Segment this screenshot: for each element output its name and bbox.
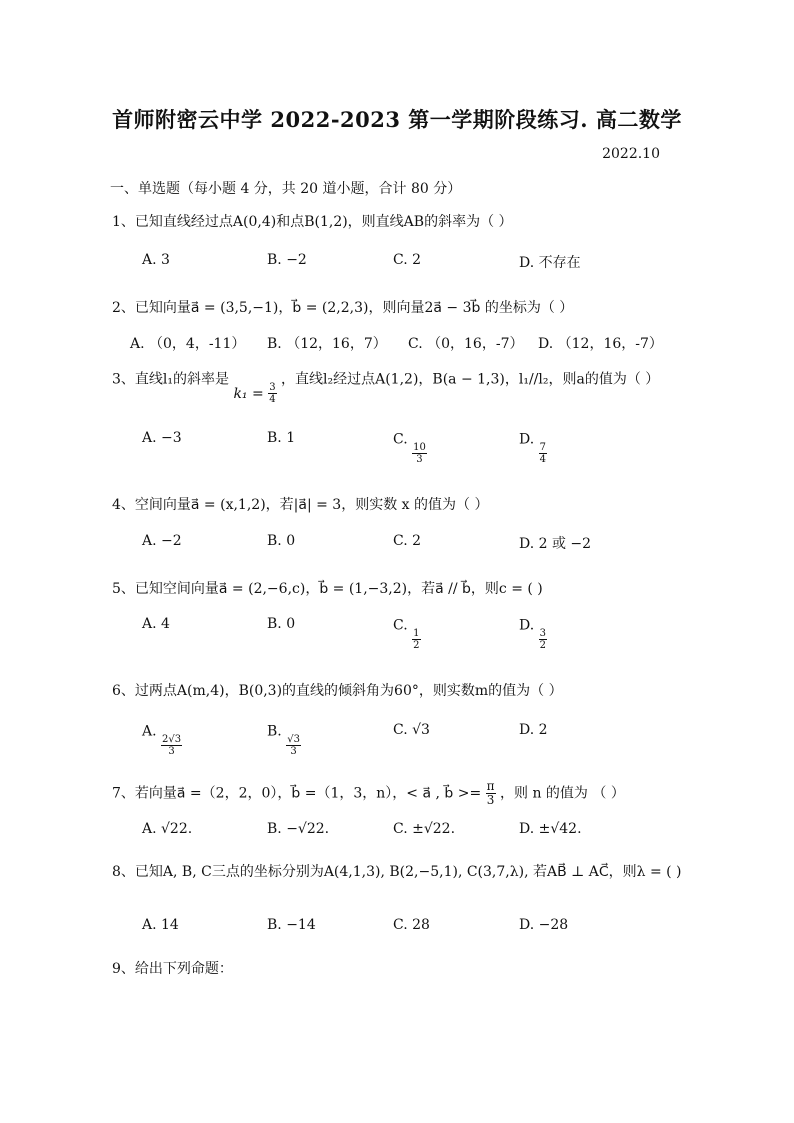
question-3-stem-part-b: ，直线l₂经过点A(1,2)，B(a − 1,3)，l₁//l₂，则a的值为（ ）: [281, 371, 660, 388]
question-3-option-d: D. $\frac{7}{4}$: [519, 431, 547, 465]
question-3-option-c-fraction: $\frac{10}{3}$: [413, 442, 426, 465]
question-8-stem: 8、已知A, B, C三点的坐标分别为A(4,1,3), B(2,−5,1), C(3,7,λ), 若AB⃗ ⊥ AC⃗，则λ = ( ): [112, 864, 682, 880]
question-4-option-d: D. 2 或 −2: [519, 536, 592, 552]
question-5-stem: 5、已知空间向量a⃗ = (2,−6,c)，b⃗ = (1,−3,2)，若a⃗ // b⃗，则c = ( ): [112, 581, 543, 597]
question-6-option-a: A. $\frac{2√3}{3}$: [142, 723, 182, 757]
question-8-option-b: B. −14: [267, 917, 316, 933]
question-7-stem: [112, 780, 625, 807]
question-1-stem: 1、已知直线经过点A(0,4)和点B(1,2)，则直线AB的斜率为（ ）: [112, 214, 513, 230]
question-6-option-c: C. √3: [393, 722, 430, 738]
question-3-option-c: C. $\frac{10}{3}$: [393, 431, 426, 465]
question-8-option-c: C. 28: [393, 917, 430, 933]
question-6-option-a-fraction: $\frac{2√3}{3}$: [162, 734, 182, 757]
question-5-option-c: C. $\frac{1}{2}$: [393, 617, 420, 651]
question-6-option-b-fraction: $\frac{√3}{3}$: [287, 734, 300, 757]
question-1-option-c: C. 2: [393, 252, 422, 268]
question-3-stem: [112, 368, 660, 405]
question-4-option-b: B. 0: [267, 533, 296, 549]
question-2-option-b: B. （12，16，7）: [267, 336, 387, 352]
question-2-option-d: D. （12，16，-7）: [538, 336, 663, 352]
question-6-option-d: D. 2: [519, 722, 548, 738]
question-7-option-c: C. ±√22.: [393, 821, 456, 837]
question-5-option-c-fraction: $\frac{1}{2}$: [413, 628, 420, 651]
question-5-option-b: B. 0: [267, 616, 296, 632]
question-3-option-b: B. 1: [267, 430, 296, 446]
question-2-option-c: C. （0，16，-7）: [408, 336, 524, 352]
question-3-stem-part-a: 3、直线l₁的斜率是: [112, 371, 229, 388]
question-3-option-a: A. −3: [142, 430, 182, 446]
section-heading: 一、单选题（每小题 4 分，共 20 道小题，合计 80 分）: [110, 181, 462, 197]
exam-date: 2022.10: [602, 146, 660, 162]
question-7-stem-part-b: ，则 n 的值为 （ ）: [500, 785, 625, 802]
question-4-stem: 4、空间向量a⃗ = (x,1,2)，若|a⃗| = 3，则实数 x 的值为（ ）: [112, 497, 489, 513]
question-5-option-d: D. $\frac{3}{2}$: [519, 617, 547, 651]
question-2-option-a: A. （0，4，-11）: [130, 336, 246, 352]
question-7-stem-part-a: 7、若向量a⃗ =（2，2，0），b⃗ =（1，3，n），< a⃗ , b⃗ >=: [112, 785, 482, 802]
question-1-option-b: B. −2: [267, 252, 307, 268]
question-5-option-d-fraction: $\frac{3}{2}$: [539, 628, 547, 651]
question-8-option-d: D. −28: [519, 917, 569, 933]
question-7-option-d: D. ±√42.: [519, 821, 582, 837]
question-9-stem: 9、给出下列命题：: [112, 961, 233, 977]
question-4-option-c: C. 2: [393, 533, 422, 549]
question-7-option-a: A. √22.: [142, 821, 193, 837]
question-8-option-a: A. 14: [142, 917, 179, 933]
question-5-option-a: A. 4: [142, 616, 170, 632]
question-1-option-a: A. 3: [142, 252, 170, 268]
question-3-k1-fraction: $\frac{3}{4}$: [269, 382, 276, 405]
question-3-k1-label: k₁ =: [233, 385, 264, 402]
question-1-option-d: D. 不存在: [519, 255, 581, 271]
exam-title: 首师附密云中学 2022-2023 第一学期阶段练习. 高二数学: [112, 107, 682, 132]
question-7-option-b: B. −√22.: [267, 821, 330, 837]
question-3-option-d-fraction: $\frac{7}{4}$: [539, 442, 547, 465]
question-4-option-a: A. −2: [142, 533, 182, 549]
question-7-angle-fraction: $\frac{\pi}{3}$: [486, 779, 495, 807]
question-6-stem: 6、过两点A(m,4)，B(0,3)的直线的倾斜角为60°，则实数m的值为（ ）: [112, 683, 563, 699]
question-2-stem: 2、已知向量a⃗ = (3,5,−1)，b⃗ = (2,2,3)，则向量2a⃗ − 3b⃗ 的坐标为（ ）: [112, 300, 574, 316]
question-6-option-b: B. $\frac{√3}{3}$: [267, 723, 300, 757]
